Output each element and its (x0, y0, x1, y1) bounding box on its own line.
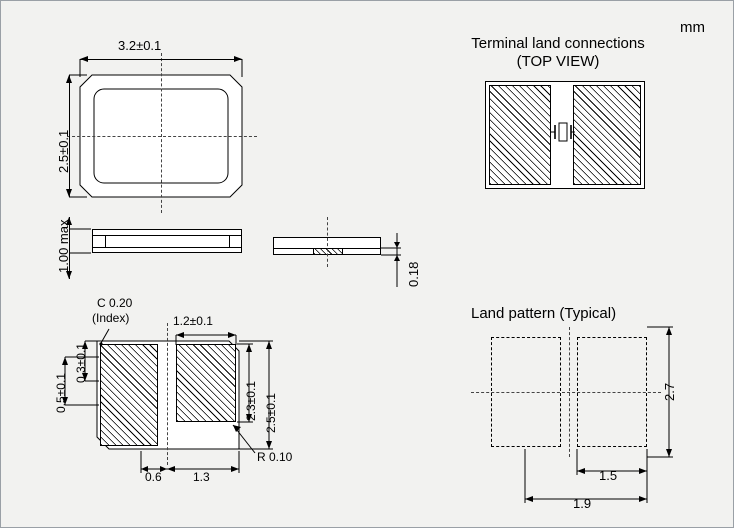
land-pattern-centerline-h (471, 392, 661, 393)
bottom-view-centerline (167, 323, 168, 465)
land-pattern-centerline-v (569, 327, 570, 457)
chamfer-note-line2: (Index) (92, 311, 130, 325)
land-pattern-title: Land pattern (Typical) (471, 305, 617, 322)
side-view-top-line (92, 235, 242, 236)
bottom-pad-right (176, 344, 236, 422)
inner-height-dim-label: 2.3±0.1 (244, 381, 258, 421)
terminal-title-line2: (TOP VIEW) (516, 53, 600, 70)
outer-height-dim-label: 2.5±0.1 (264, 393, 278, 433)
side-view-pad-right (229, 235, 230, 247)
side-view-bottom-line (92, 247, 242, 248)
land-total-width-dim (1, 1, 301, 151)
pad-gap-left-dim-label: 0.3±0.1 (74, 343, 88, 383)
end-view-centerline (327, 217, 328, 267)
pad-offset-dim-label: 0.5±0.1 (54, 373, 68, 413)
chamfer-note-line1: C 0.20 (97, 296, 133, 310)
side-view-body (92, 229, 242, 253)
land-height-dim-label: 2.7 (662, 382, 677, 401)
pad-width-dim-label: 1.2±0.1 (173, 314, 213, 328)
bottom-dim-left-label: 0.6 (145, 470, 162, 484)
top-width-dim-label: 3.2±0.1 (118, 38, 162, 53)
bottom-pad-left (100, 344, 158, 446)
land-pad-width-dim-label: 1.5 (599, 468, 618, 483)
terminal-title-line1: Terminal land connections (471, 35, 645, 52)
side-view-pad-left (105, 235, 106, 247)
land-total-width-dim-label: 1.9 (573, 496, 592, 511)
terminal-pad-right (573, 85, 641, 185)
bottom-dim-right-label: 1.3 (193, 470, 210, 484)
side-height-dim-label: 1.00 max (56, 219, 71, 273)
terminal-pad-left (489, 85, 551, 185)
corner-radius-note: R 0.10 (257, 450, 293, 464)
end-thickness-dim-label: 0.18 (406, 261, 421, 287)
units-label: mm (680, 19, 705, 36)
end-view-hatched-pad (313, 248, 343, 255)
top-height-dim-label: 2.5±0.1 (56, 129, 71, 173)
